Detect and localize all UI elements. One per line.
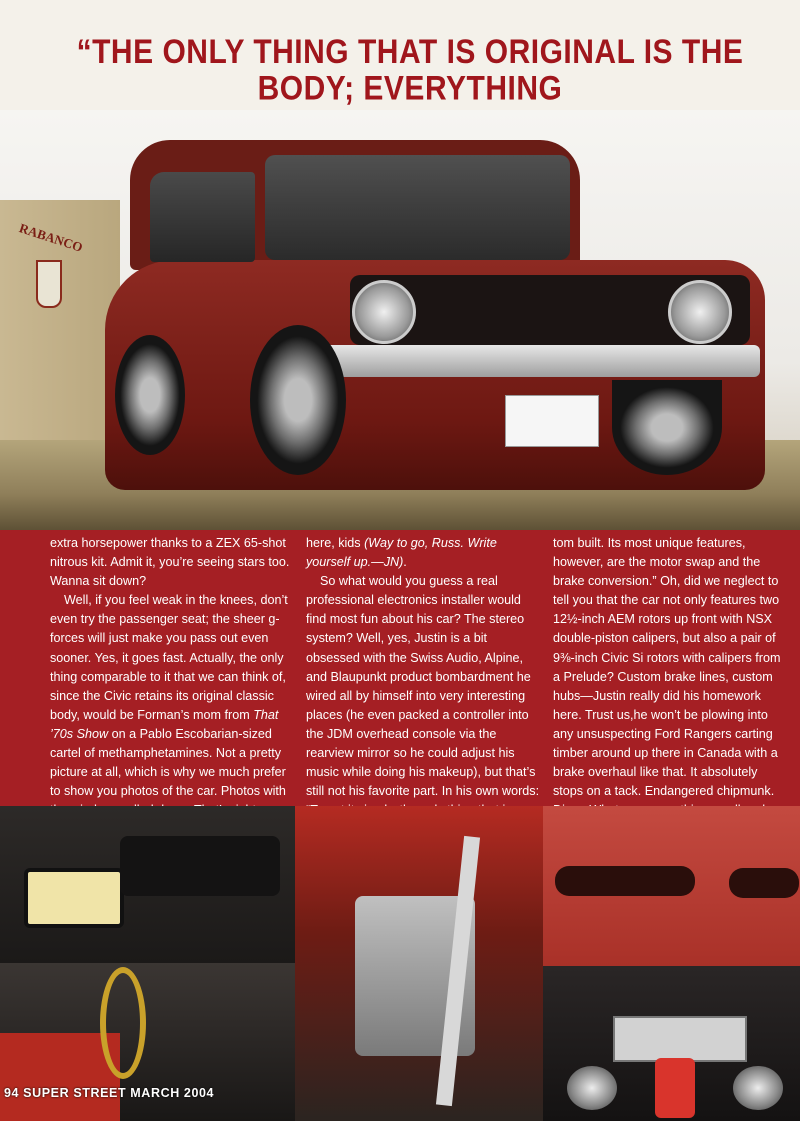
crest-emblem bbox=[36, 260, 62, 308]
speaker-right bbox=[733, 1066, 783, 1110]
chrome-bumper bbox=[315, 345, 760, 377]
photo-hood-scoops bbox=[543, 806, 800, 966]
hero-photo-civic-wagon bbox=[0, 110, 800, 530]
headline-line-1: “THE ONLY THING THAT IS ORIGINAL IS THE BODY; EVERYTHING bbox=[76, 32, 744, 108]
wheel-rear-left bbox=[115, 335, 185, 455]
wheel-front-left bbox=[250, 325, 346, 475]
hood-scoop-right bbox=[729, 868, 799, 898]
col2-paragraph-1 bbox=[306, 534, 540, 572]
page-folio: 94 SUPER STREET MARCH 2004 bbox=[4, 1086, 215, 1100]
col1-text-2: Well, if you feel weak in the knees, don’t even try the passenger seat; the sheer g-forces will just make you pass out even sooner. Yes, it goes fast. Actually, the only thing comparable to it that we can think of, since the Civic retains its original classic body, would be Forman’s mom from bbox=[50, 593, 288, 722]
col2-editor-note: (Way to go, Russ. Write yourself up.—JN) bbox=[306, 536, 497, 570]
amplifier bbox=[613, 1016, 747, 1062]
col2-text-1-end: . bbox=[403, 555, 407, 570]
wheel-front-right bbox=[612, 380, 722, 475]
photo-trunk-audio bbox=[543, 966, 800, 1121]
car-windshield bbox=[265, 155, 570, 260]
col1-text-3: on a Pablo Escobarian-sized cartel of methamphetamines. Not a pretty picture at all, which is why we much prefer to show you photos of the car. Photos with bbox=[50, 726, 286, 799]
col1-paragraph-1 bbox=[50, 534, 292, 591]
col2-paragraph-2: So what would you guess a real professional electronics installer would find most fun about his car? The stereo system? Well, yes, Justin is a bit obsessed with the Swiss Audio, Alpine, and Blaupunkt product bombardment he wired all by himself into very interesting places (he even packed a controller into the JDM overhead console via the rearview mirror so he could adjust his music while doing his makeup), but that’s still not his favorite part. In his own words: bbox=[306, 574, 540, 799]
headlamp-left bbox=[352, 280, 416, 344]
overhead-controller-panel bbox=[120, 836, 280, 896]
col1-paragraph-2 bbox=[50, 591, 292, 839]
col3-paragraph-1: tom built. Its most unique features, however, are the motor swap and the brake conversion.” Oh, did we neglect to tell you that the car not only features two 12½-inch AEM rotors up front with NSX double-piston calipers, but also a pair of 9⅜-inch Civic Si rotors with calipers from a Prelude? Custom brake lines, custom hubs—Justin really did his homework here. Trust us,he won’t be plowing into any unsuspecting Ford Rangers carting timber around up there in Canada with a brake overhaul like that. It absolutely stops on a tack. Endangered chipmunk. bbox=[553, 536, 781, 799]
swiss-audio-can bbox=[655, 1058, 695, 1118]
building-sign: RABANCO bbox=[17, 220, 85, 255]
photo-engine-bay bbox=[295, 806, 543, 1121]
dome-light bbox=[24, 868, 124, 928]
steering-wheel bbox=[100, 967, 146, 1079]
article-column-1 bbox=[50, 534, 292, 840]
car-side-window bbox=[150, 172, 255, 262]
col1-italic-show-title: That ’70s Show bbox=[50, 707, 279, 741]
speaker-left bbox=[567, 1066, 617, 1110]
col1-text-1: extra horsepower thanks to a ZEX 65-shot nitrous kit. Admit it, you’re seeing stars too. Wanna sit down? bbox=[50, 536, 290, 589]
col2-text-1: here, kids bbox=[306, 536, 365, 550]
license-plate bbox=[505, 395, 599, 447]
photo-overhead-console bbox=[0, 806, 295, 963]
hood-scoop-left bbox=[555, 866, 695, 896]
headlamp-right bbox=[668, 280, 732, 344]
